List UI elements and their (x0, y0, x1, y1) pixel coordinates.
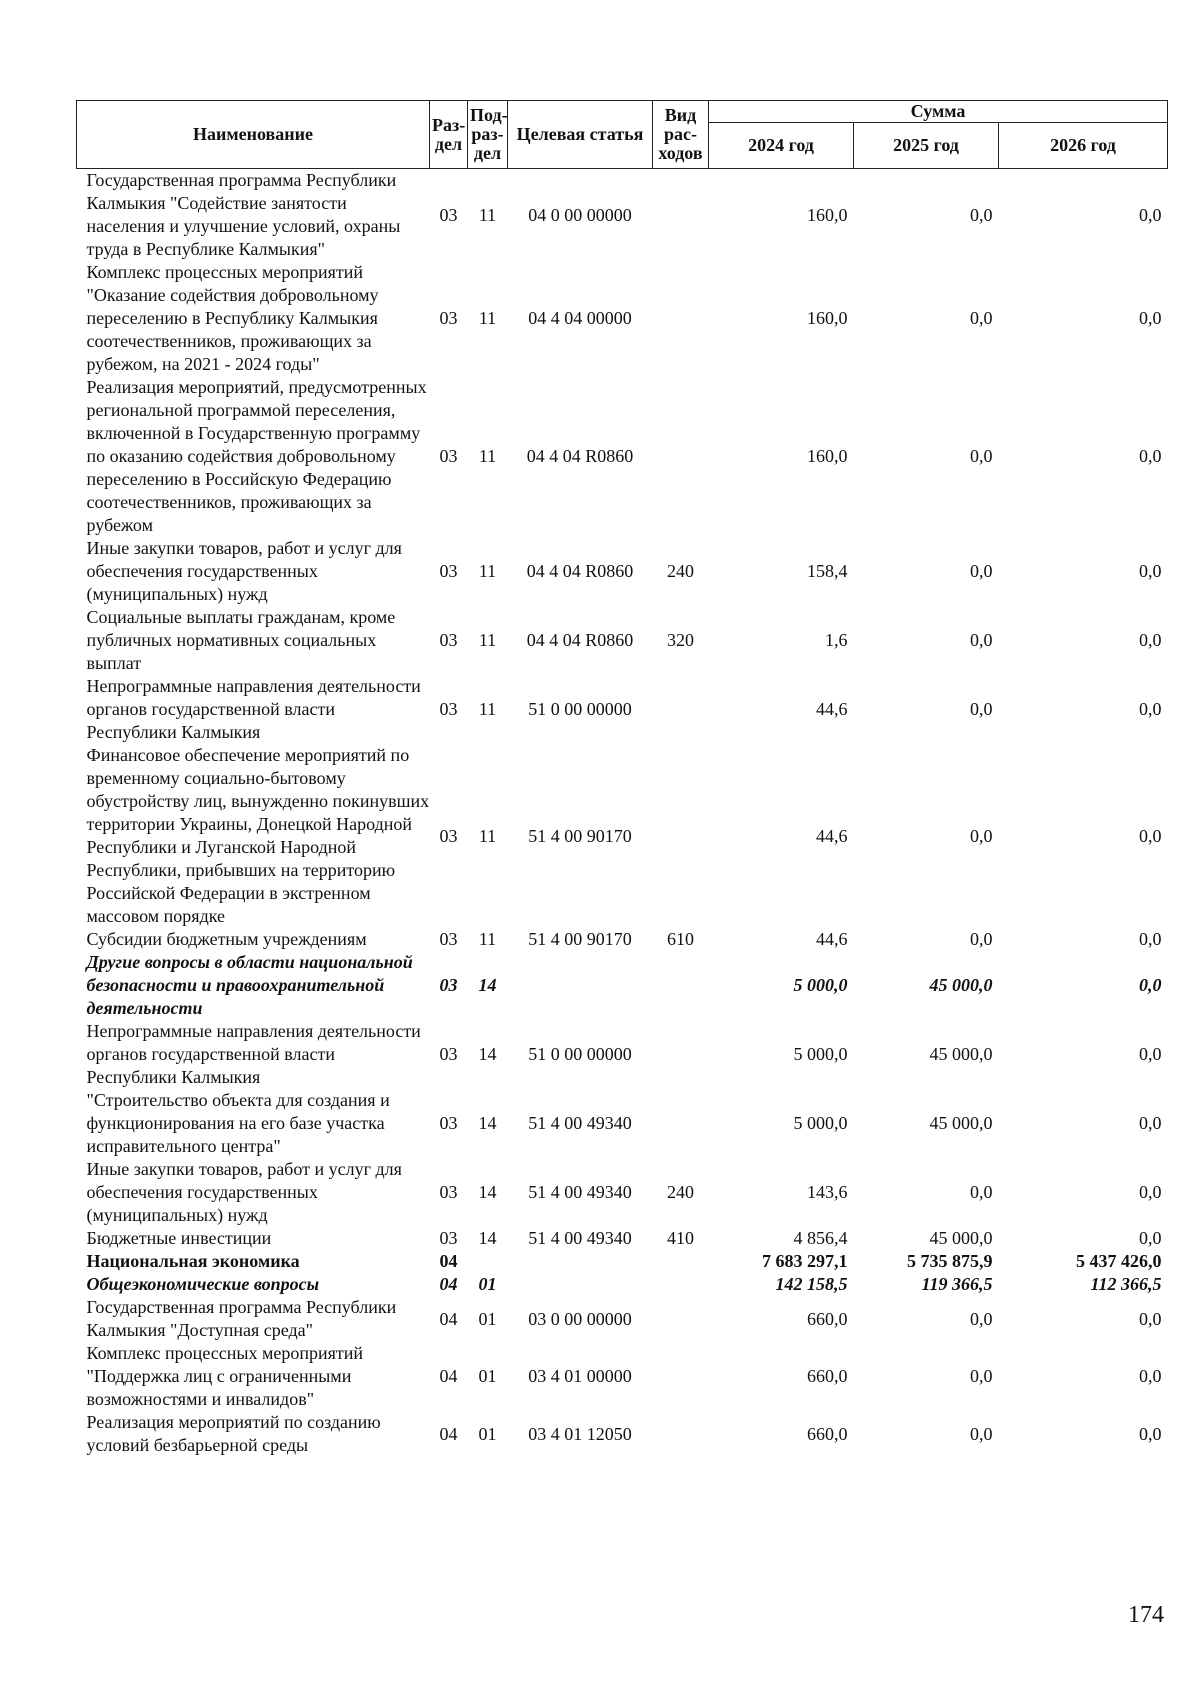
table-row (77, 1020, 1168, 1089)
cell-2026: 0,0 (1139, 699, 1162, 719)
cell-razdel: 03 (439, 1113, 458, 1133)
cell-2026: 0,0 (1139, 1366, 1162, 1386)
cell-2024: 7 683 297,1 (762, 1251, 848, 1271)
cell-2025: 119 366,5 (921, 1274, 993, 1294)
cell-target (508, 1250, 653, 1273)
table-row (77, 1250, 1168, 1273)
cell-razdel: 03 (439, 1044, 458, 1064)
cell-2026: 0,0 (1139, 561, 1162, 581)
cell-podrazdel: 11 (478, 699, 497, 719)
cell-2025: 0,0 (970, 825, 993, 846)
header-sum: Сумма (709, 101, 1168, 123)
cell-2026: 0,0 (1139, 1182, 1162, 1202)
cell-name: Национальная экономика (86, 1251, 300, 1271)
header-name: Наименование (77, 101, 430, 169)
table-header (77, 101, 1168, 169)
cell-2026: 0,0 (1139, 1308, 1162, 1329)
cell-podrazdel: 11 (478, 825, 497, 846)
cell-razdel: 04 (439, 1366, 458, 1386)
cell-vid (653, 951, 709, 1020)
cell-podrazdel: 11 (478, 561, 497, 581)
cell-vid: 410 (667, 1228, 694, 1248)
cell-target: 51 4 00 49340 (528, 1113, 632, 1133)
table-row (77, 1089, 1168, 1158)
cell-2024: 44,6 (816, 699, 848, 719)
cell-2026: 0,0 (1139, 308, 1162, 328)
cell-2024: 143,6 (807, 1182, 848, 1202)
cell-target: 51 0 00 00000 (528, 1044, 632, 1064)
cell-target: 03 4 01 00000 (528, 1366, 632, 1386)
cell-2025: 45 000,0 (929, 1228, 993, 1248)
cell-2024: 660,0 (807, 1366, 848, 1386)
cell-name: Реализация мероприятий, предусмотренных региональной программой переселения, включенной в Государственную программу по оказанию содействия добровольному переселению в Российскую Федерацию соотечественников, проживающих за рубежом (86, 377, 427, 535)
budget-table (76, 100, 1168, 1457)
header-year-2026: 2026 год (999, 123, 1168, 169)
cell-2025: 0,0 (970, 1182, 993, 1202)
cell-target: 04 4 04 R0860 (526, 446, 634, 466)
cell-2026: 0,0 (1139, 1044, 1162, 1064)
cell-vid (653, 1273, 709, 1296)
cell-podrazdel: 14 (478, 1228, 497, 1248)
cell-vid (653, 1250, 709, 1273)
cell-2025: 5 735 875,9 (907, 1251, 993, 1271)
cell-podrazdel: 11 (478, 308, 497, 328)
cell-2024: 660,0 (807, 1308, 848, 1329)
cell-target: 51 4 00 90170 (528, 825, 632, 846)
cell-razdel: 04 (439, 1274, 458, 1294)
cell-2024: 5 000,0 (793, 975, 848, 995)
cell-vid (653, 261, 709, 376)
cell-2024: 158,4 (807, 561, 848, 581)
cell-target: 04 4 04 R0860 (526, 561, 634, 581)
cell-2024: 44,6 (816, 825, 848, 846)
cell-name: Финансовое обеспечение мероприятий по временному социально-бытовому обустройству лиц, вынужденно покинувших территории Украины, Донецкой Народной Республики и Луганской Народной Республики, прибывших на территорию Российской Федерации в экстренном массовом порядке (86, 745, 430, 926)
cell-razdel: 03 (439, 561, 458, 581)
cell-razdel: 03 (439, 929, 458, 949)
cell-name: Субсидии бюджетным учреждениям (86, 929, 367, 949)
cell-name: Непрограммные направления деятельности органов государственной власти Республики Калмыкия (86, 1021, 421, 1087)
cell-2026: 0,0 (1139, 630, 1162, 650)
cell-2025: 0,0 (970, 699, 993, 719)
cell-target: 03 0 00 00000 (528, 1308, 632, 1329)
cell-2026: 0,0 (1139, 1228, 1162, 1248)
cell-2024: 142 158,5 (775, 1274, 848, 1294)
table-row (77, 1342, 1168, 1411)
cell-name: "Строительство объекта для создания и функционирования на его базе участка исправительного центра" (86, 1090, 390, 1156)
cell-razdel: 03 (439, 630, 458, 650)
cell-name: Комплекс процессных мероприятий "Поддержка лиц с ограниченными возможностями и инвалидов" (86, 1343, 364, 1409)
cell-vid (653, 376, 709, 537)
cell-podrazdel: 14 (478, 1182, 497, 1202)
cell-2026: 112 366,5 (1090, 1274, 1162, 1294)
cell-2024: 160,0 (807, 204, 848, 225)
cell-vid: 320 (667, 630, 694, 650)
table-row (77, 1411, 1168, 1457)
table-row (77, 1273, 1168, 1296)
cell-2025: 0,0 (970, 1366, 993, 1386)
cell-razdel: 03 (439, 204, 458, 225)
cell-2026: 0,0 (1139, 446, 1162, 466)
cell-podrazdel: 14 (478, 975, 497, 995)
cell-razdel: 03 (439, 825, 458, 846)
cell-podrazdel: 01 (478, 1423, 497, 1444)
table-row (77, 1158, 1168, 1227)
cell-2025: 0,0 (970, 929, 993, 949)
cell-target: 04 4 04 R0860 (526, 630, 634, 650)
cell-name: Реализация мероприятий по созданию условий безбарьерной среды (86, 1412, 381, 1455)
header-year-2024: 2024 год (709, 123, 854, 169)
table-row (77, 744, 1168, 928)
cell-2025: 0,0 (970, 204, 993, 225)
cell-name: Комплекс процессных мероприятий "Оказание содействия добровольному переселению в Республику Калмыкия соотечественников, проживающих за рубежом, на 2021 - 2024 годы" (86, 262, 379, 374)
cell-vid: 240 (667, 1182, 694, 1202)
cell-2025: 0,0 (970, 561, 993, 581)
cell-podrazdel: 11 (478, 204, 497, 225)
cell-2024: 160,0 (807, 308, 848, 328)
cell-2026: 0,0 (1139, 975, 1162, 995)
cell-2025: 0,0 (970, 630, 993, 650)
table-row (77, 169, 1168, 262)
cell-2025: 45 000,0 (929, 1113, 993, 1133)
cell-vid (653, 1296, 709, 1342)
cell-razdel: 04 (439, 1251, 458, 1271)
cell-podrazdel: 01 (478, 1308, 497, 1329)
cell-2025: 0,0 (970, 308, 993, 328)
cell-vid (653, 1020, 709, 1089)
cell-razdel: 04 (439, 1423, 458, 1444)
cell-2025: 45 000,0 (929, 1044, 993, 1064)
cell-2024: 1,6 (825, 630, 848, 650)
cell-2024: 660,0 (807, 1423, 848, 1444)
table-row (77, 1227, 1168, 1250)
cell-razdel: 03 (439, 308, 458, 328)
cell-name: Другие вопросы в области национальной безопасности и правоохранительной деятельности (86, 952, 413, 1018)
cell-2026: 0,0 (1139, 204, 1162, 225)
cell-2025: 0,0 (970, 1308, 993, 1329)
table-row (77, 376, 1168, 537)
cell-2026: 0,0 (1139, 929, 1162, 949)
table-row (77, 1296, 1168, 1342)
cell-2025: 0,0 (970, 1423, 993, 1444)
cell-2026: 5 437 426,0 (1076, 1251, 1162, 1271)
cell-vid: 610 (667, 929, 694, 949)
cell-vid (653, 675, 709, 744)
cell-2024: 4 856,4 (793, 1228, 848, 1248)
header-year-2025: 2025 год (854, 123, 999, 169)
cell-razdel: 03 (439, 699, 458, 719)
table-row (77, 928, 1168, 951)
cell-razdel: 03 (439, 975, 458, 995)
cell-razdel: 03 (439, 446, 458, 466)
cell-name: Общеэкономические вопросы (86, 1274, 320, 1294)
cell-podrazdel: 14 (478, 1044, 497, 1064)
cell-target: 51 4 00 49340 (528, 1182, 632, 1202)
header-vid: Вид рас-ходов (653, 101, 709, 169)
cell-2025: 0,0 (970, 446, 993, 466)
cell-razdel: 03 (439, 1182, 458, 1202)
cell-podrazdel: 01 (478, 1366, 497, 1386)
cell-name: Иные закупки товаров, работ и услуг для обеспечения государственных (муниципальных) нужд (86, 538, 402, 604)
cell-podrazdel: 11 (478, 929, 497, 949)
cell-vid: 240 (667, 561, 694, 581)
cell-name: Иные закупки товаров, работ и услуг для обеспечения государственных (муниципальных) нужд (86, 1159, 402, 1225)
cell-vid (653, 1342, 709, 1411)
cell-name: Государственная программа Республики Калмыкия "Содействие занятости населения и улучшение условий, охраны труда в Республике Калмыкия" (86, 170, 401, 259)
header-razdel: Раз-дел (430, 101, 468, 169)
cell-razdel: 03 (439, 1228, 458, 1248)
cell-target: 51 4 00 90170 (528, 929, 632, 949)
cell-name: Социальные выплаты гражданам, кроме публичных нормативных социальных выплат (86, 607, 396, 673)
cell-target: 51 4 00 49340 (528, 1228, 632, 1248)
cell-target (508, 1273, 653, 1296)
cell-target: 04 0 00 00000 (528, 204, 632, 225)
cell-2024: 44,6 (816, 929, 848, 949)
cell-target (508, 951, 653, 1020)
cell-name: Бюджетные инвестиции (86, 1228, 272, 1248)
cell-2025: 45 000,0 (929, 975, 993, 995)
cell-podrazdel: 01 (478, 1274, 497, 1294)
table-row (77, 537, 1168, 606)
cell-podrazdel: 11 (478, 630, 497, 650)
table-row (77, 951, 1168, 1020)
table-row (77, 606, 1168, 675)
cell-2026: 0,0 (1139, 1113, 1162, 1133)
cell-razdel: 04 (439, 1308, 458, 1329)
cell-podrazdel (468, 1250, 508, 1273)
cell-target: 03 4 01 12050 (528, 1423, 632, 1444)
header-podrazdel: Под-раз-дел (468, 101, 508, 169)
header-target: Целевая статья (508, 101, 653, 169)
table-body (77, 169, 1168, 1458)
cell-vid (653, 1411, 709, 1457)
cell-2024: 5 000,0 (793, 1044, 848, 1064)
cell-2024: 5 000,0 (793, 1113, 848, 1133)
cell-name: Государственная программа Республики Калмыкия "Доступная среда" (86, 1297, 397, 1340)
page-number: 174 (1128, 1602, 1164, 1628)
table-row (77, 261, 1168, 376)
cell-vid (653, 169, 709, 262)
cell-vid (653, 1089, 709, 1158)
cell-2026: 0,0 (1139, 825, 1162, 846)
cell-target: 04 4 04 00000 (528, 308, 632, 328)
table-row (77, 675, 1168, 744)
cell-name: Непрограммные направления деятельности органов государственной власти Республики Калмыкия (86, 676, 421, 742)
cell-podrazdel: 14 (478, 1113, 497, 1133)
cell-2026: 0,0 (1139, 1423, 1162, 1444)
cell-vid (653, 744, 709, 928)
cell-2024: 160,0 (807, 446, 848, 466)
cell-podrazdel: 11 (478, 446, 497, 466)
cell-target: 51 0 00 00000 (528, 699, 632, 719)
